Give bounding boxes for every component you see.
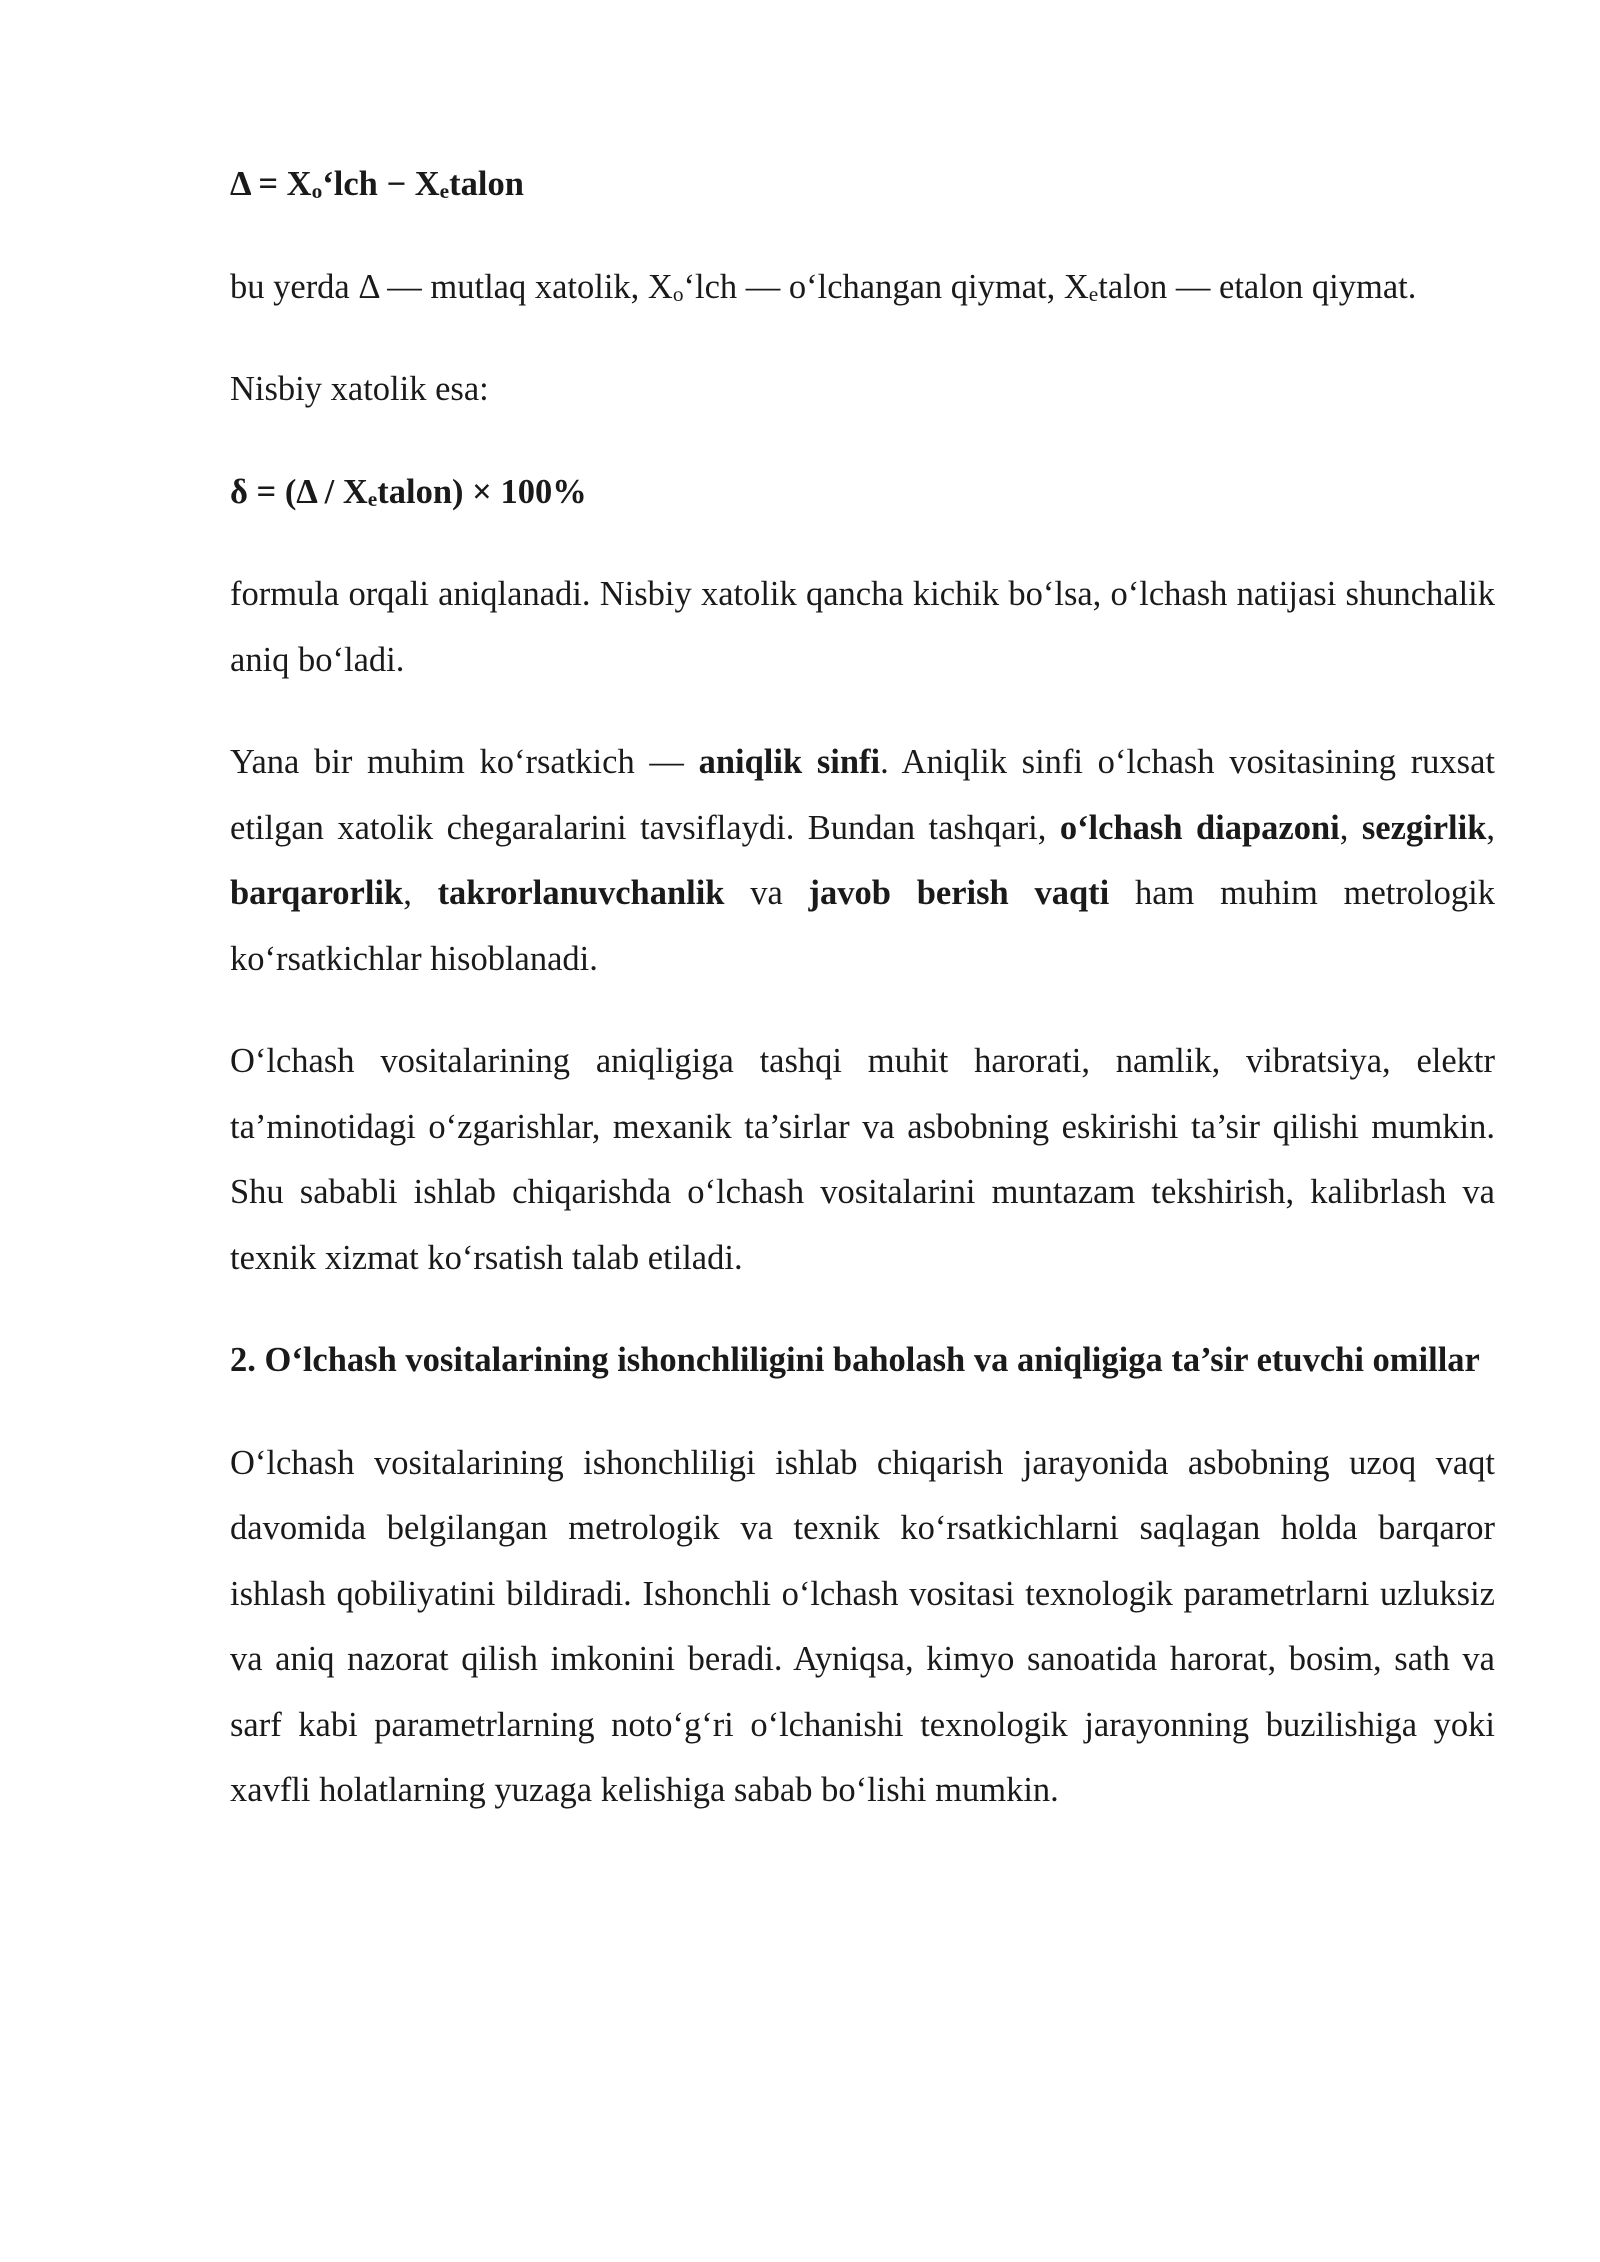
formula-explanation-paragraph: bu yerda Δ — mutlaq xatolik, $X_o‘lch$ — o‘lchangan qiymat, $X_etalon$ — etalon qiymat.: [230, 267, 1417, 306]
accuracy-class-paragraph: Yana bir muhim ko‘rsatkich — aniqlik sinfi. Aniqlik sinfi o‘lchash vositasining ruxsat etilgan xatolik chegaralarini tavsiflaydi. Bundan tashqari, o‘lchash diapazoni, sezgirlik, barqarorlik, takrorlanuvchanlik va javob berish vaqti ham muhim metrologik ko‘rsatkichlar hisoblanadi.: [230, 743, 1496, 978]
relative-error-formula: $\delta = (\Delta / X_etalon) \times 100\%$: [230, 472, 587, 511]
reliability-paragraph: O‘lchash vositalarining ishonchliligi ishlab chiqarish jarayonida asbobning uzoq vaqt davomida belgilangan metrologik va texnik ko‘rsatkichlarni saqlagan holda barqaror ishlash qobiliyatini bildiradi. Ishonchli o‘lchash vositasi texnologik parametrlarni uzluksiz va aniq nazorat qilish imkonini beradi. Ayniqsa, kimyo sanoatida harorat, bosim, sath va sarf kabi parametrlarning noto‘g‘ri o‘lchanishi texnologik jarayonning buzilishiga yoki xavfli holatlarning yuzaga kelishiga sabab bo‘lishi mumkin.: [230, 1443, 1495, 1809]
relative-error-paragraph: formula orqali aniqlanadi. Nisbiy xatolik qancha kichik bo‘lsa, o‘lchash natijasi shunchalik aniq bo‘ladi.: [230, 575, 1495, 679]
section-heading: 2. O‘lchash vositalarining ishonchliligini baholash va aniqligiga ta’sir etuvchi omillar: [230, 1341, 1480, 1379]
accuracy-factors-paragraph: O‘lchash vositalarining aniqligiga tashqi muhit harorati, namlik, vibratsiya, elektr ta’minotidagi o‘zgarishlar, mexanik ta’sirlar va asbobning eskirishi ta’sir qilishi mumkin. Shu sababli ishlab chiqarishda o‘lchash vositalarini muntazam tekshirish, kalibrlash va texnik xizmat ko‘rsatish talab etiladi.: [230, 1042, 1495, 1277]
absolute-error-formula: $\Delta = X_o‘lch$ − $X_etalon$: [230, 165, 524, 204]
document-content: [230, 152, 1495, 1861]
relative-error-intro: Nisbiy xatolik esa:: [230, 370, 489, 408]
